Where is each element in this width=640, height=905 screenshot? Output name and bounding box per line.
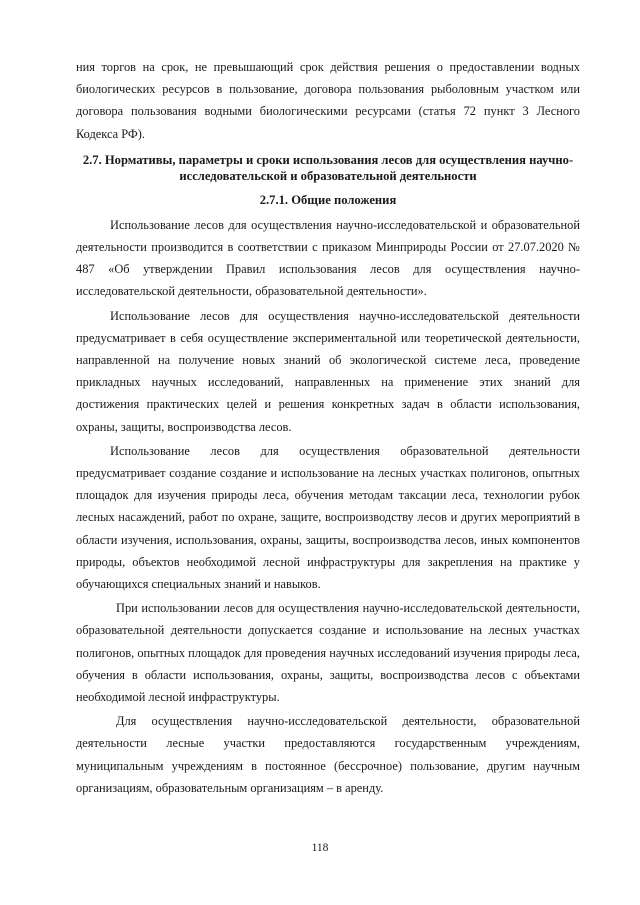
subsection-title: 2.7.1. Общие положения — [259, 192, 397, 207]
body-paragraph: При использовании лесов для осуществления научно-исследовательской деятельности, образовательной деятельности допускается создание и использование на лесных участках полигонов, опытных площадок для проведения научных исследований изучения природы леса, обучения в области использования, охраны, защиты, воспроизводства лесов с объектами необходимой лесной инфраструктуры. — [76, 601, 580, 705]
page-content — [76, 56, 580, 799]
continuation-paragraph: ния торгов на срок, не превышающий срок действия решения о предоставлении водных биологических ресурсов в пользование, договора пользования рыболовным участком или договора пользования водными биологическими ресурсами (статья 72 пункт 3 Лесного Кодекса РФ). — [76, 60, 580, 141]
section-title: 2.7. Нормативы, параметры и сроки использования лесов для осуществления научно-исследовательской и образовательной деятельности — [82, 152, 574, 183]
body-paragraph: Использование лесов для осуществления научно-исследовательской деятельности предусматривает в себя осуществление экспериментальной или теоретической деятельности, направленной на получение новых знаний об экологической системе леса, проведение прикладных научных исследований, направленных на применение этих знаний для достижения практических целей и решения конкретных задач в области использования, охраны, защиты, воспроизводства лесов. — [76, 308, 580, 434]
page-number: 118 — [311, 842, 329, 854]
body-paragraph: Использование лесов для осуществления научно-исследовательской и образовательной деятельности производится в соответствии с приказом Минприроды России от 27.07.2020 № 487 «Об утверждении Правил использования лесов для осуществления научно-исследовательской деятельности, образовательной деятельности». — [76, 217, 580, 299]
body-paragraph: Использование лесов для осуществления образовательной деятельности предусматривает создание создание и использование на лесных участках полигонов, опытных площадок для изучения природы леса, обучения методам таксации леса, технологии рубок лесных насаждений, работ по охране, защите, воспроизводству лесов и других мероприятий в области изучения, использования, охраны, защиты, воспроизводства лесов, иных компонентов природы, объектов необходимой лесной инфраструктуры для закрепления на практике у обучающихся специальных знаний и навыков. — [76, 443, 580, 592]
body-paragraph: Для осуществления научно-исследовательской деятельности, образовательной деятельности лесные участки предоставляются государственным учреждениям, муниципальным учреждениям в постоянное (бессрочное) пользование, другим научным организациям, образовательным организациям – в аренду. — [76, 714, 580, 795]
